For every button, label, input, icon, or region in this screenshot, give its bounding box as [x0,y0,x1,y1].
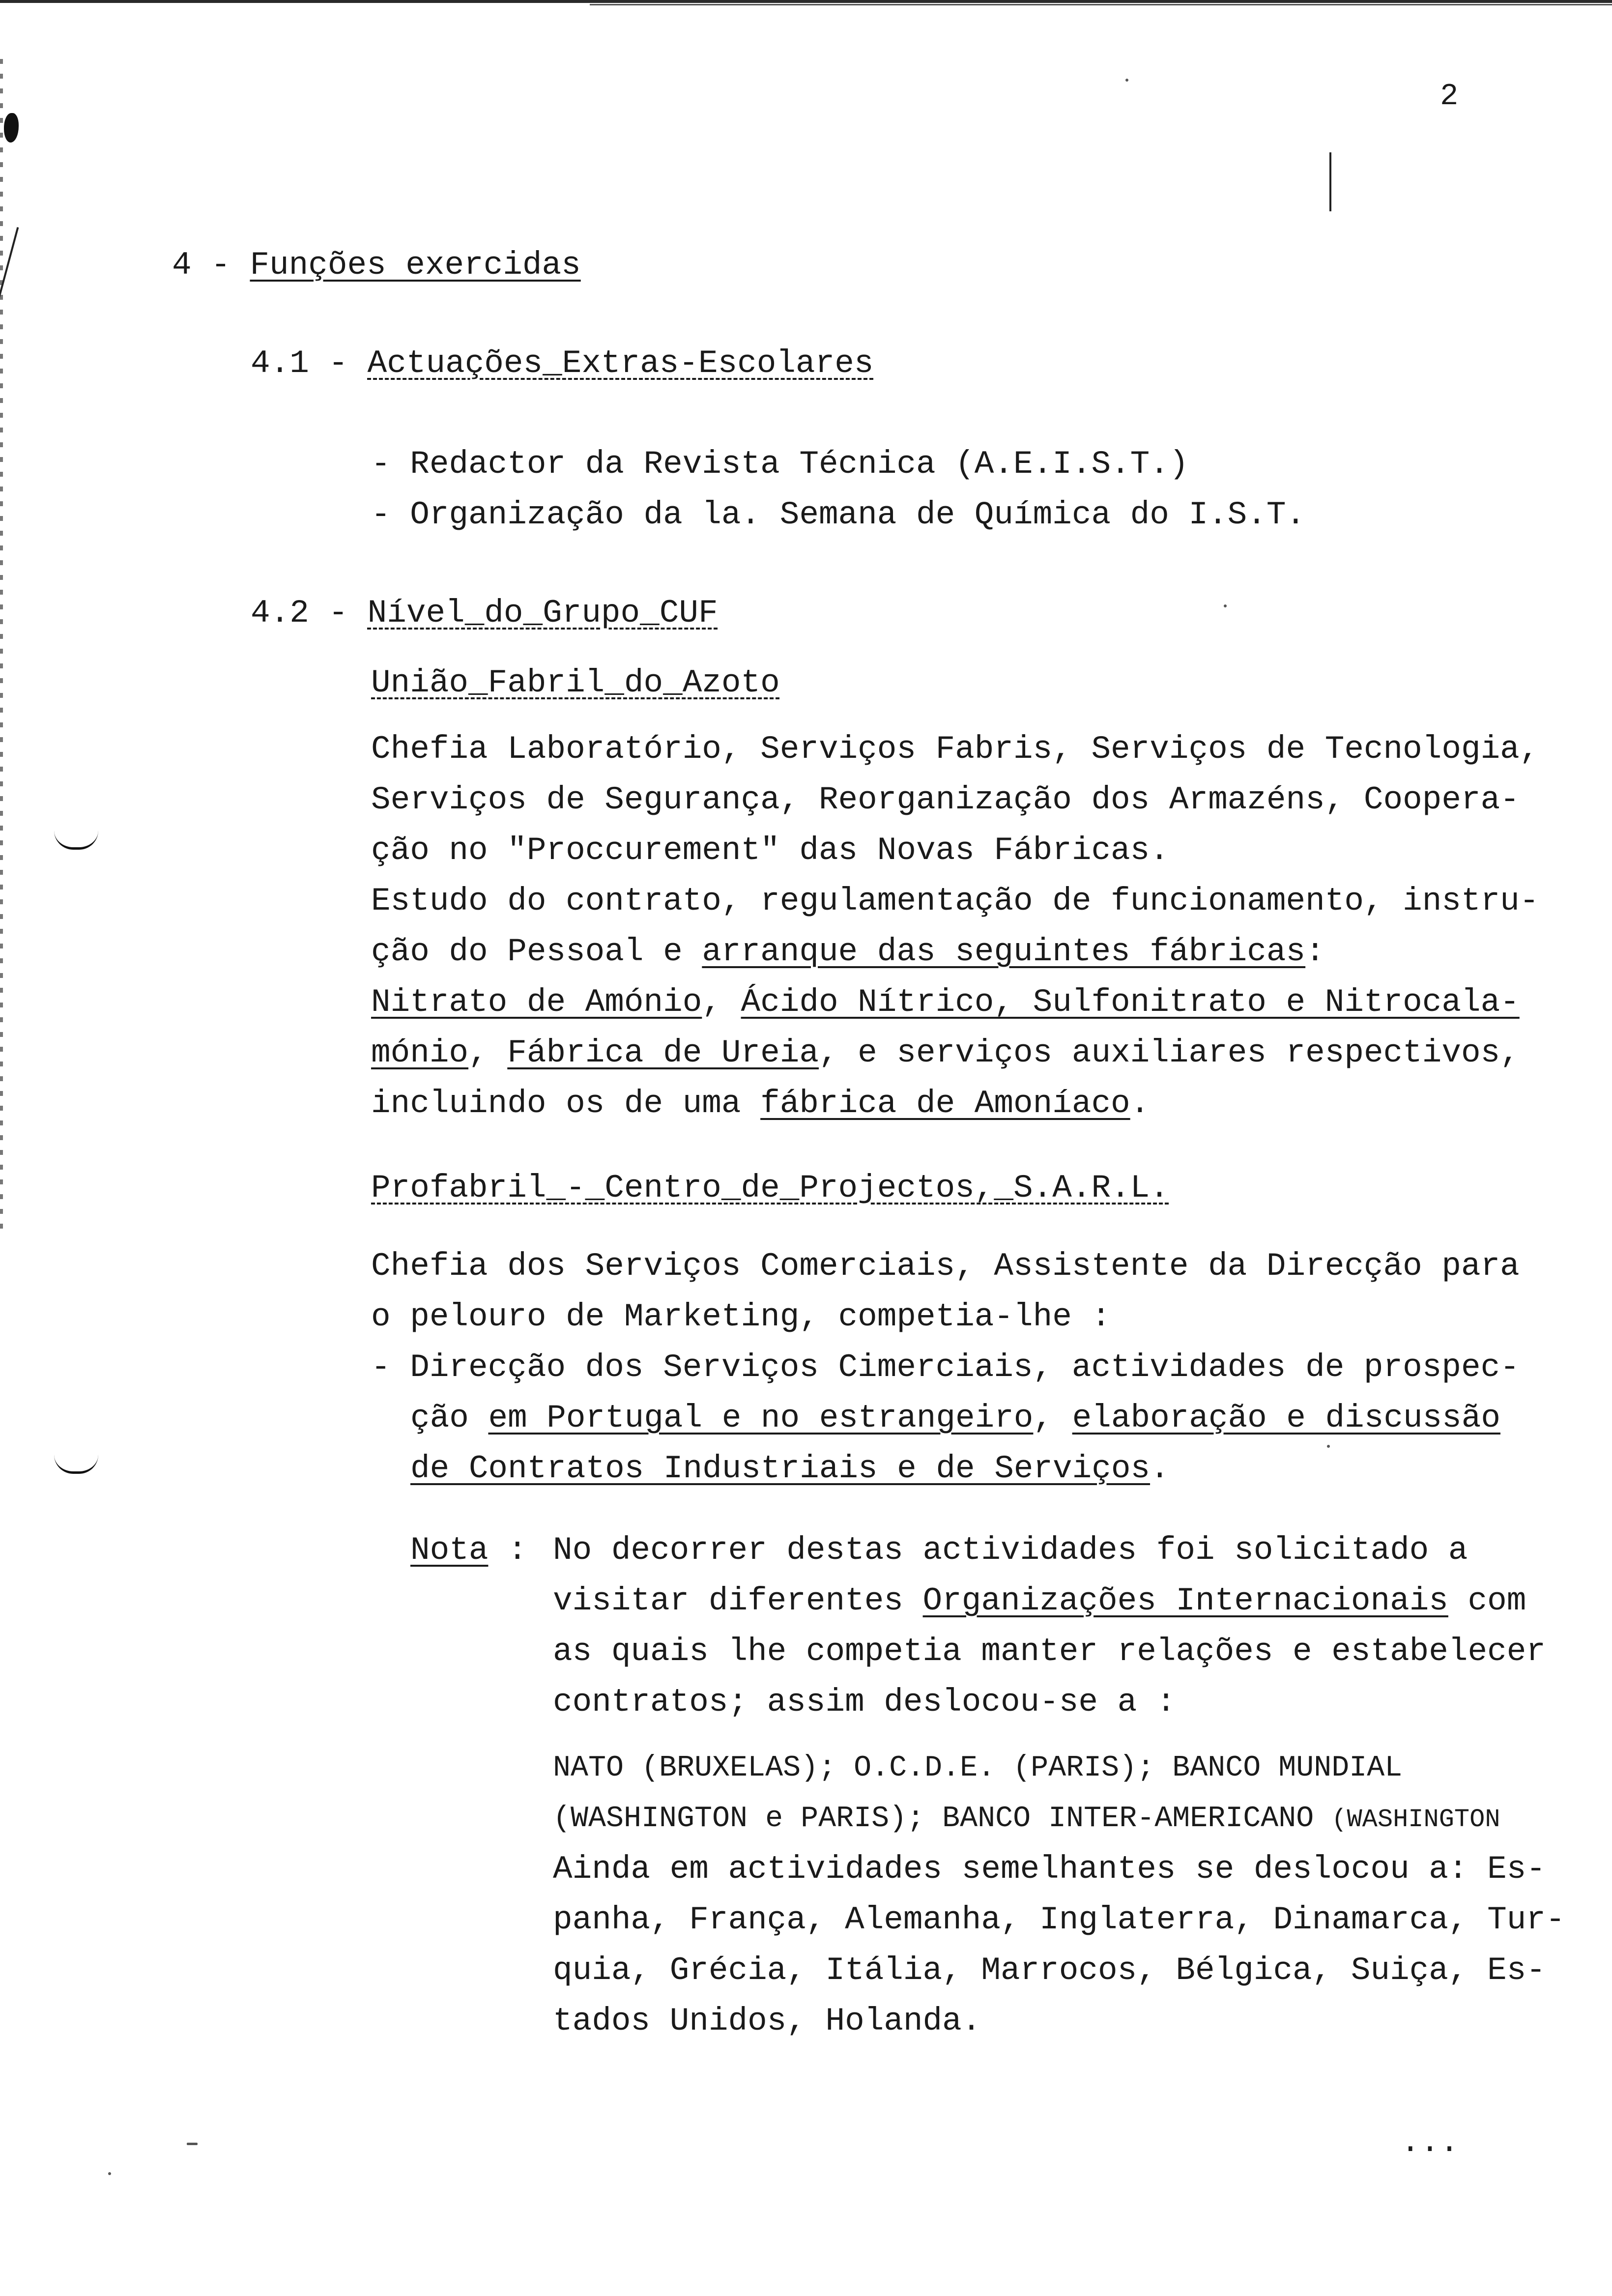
text-line: Ainda em actividades semelhantes se deslocou a: Es- [553,1851,1546,1888]
top-border-line-secondary [590,4,1612,5]
text-line: Chefia dos Serviços Comerciais, Assistente da Direcção para [371,1248,1520,1285]
text-line [410,1394,1500,1443]
text-run: , [702,984,741,1021]
section-4-number: 4 - [172,247,230,284]
text-run-underlined: Fábrica de Ureia [507,1034,819,1071]
text-line: contratos; assim deslocou-se a : [553,1684,1176,1721]
text-line: panha, França, Alemanha, Inglaterra, Dinamarca, Tur- [553,1901,1565,1938]
text-run: , [468,1034,508,1071]
punch-hole-mark [54,1455,98,1474]
text-line [410,1444,1170,1493]
text-run: . [1150,1450,1170,1487]
text-line: Serviços de Segurança, Reorganização dos Armazéns, Coopera- [371,781,1520,818]
profabril-heading [371,1164,1169,1213]
uniao-heading-text: União_Fabril_do_Azoto [371,664,780,701]
section-4-2-number: 4.2 - [251,595,348,631]
text-line: Estudo do contrato, regulamentação de funcionamento, instru- [371,883,1539,919]
text-line [553,1794,1500,1844]
text-run: , e serviços auxiliares respectivos, [818,1034,1520,1071]
section-4-title: Funções exercidas [250,247,581,284]
text-run-underlined: Nitrato de Amónio [371,984,702,1021]
nota-separator: : [508,1532,527,1569]
text-run-underlined: mónio [371,1034,469,1071]
nota-label-line [410,1526,527,1575]
text-line: quia, Grécia, Itália, Marrocos, Bélgica, Suiça, Es- [553,1952,1546,1989]
text-run-underlined: fábrica de Amoníaco [760,1085,1130,1122]
section-4-1-title: Actuações_Extras-Escolares [367,345,874,382]
text-line: ção no "Proccurement" das Novas Fábricas. [371,832,1169,869]
text-run-underlined: Organizações Internacionais [922,1582,1448,1619]
text-run: ção [410,1400,489,1436]
text-run-underlined: Ácido Nítrico, Sulfonitrato e Nitrocala- [741,984,1520,1021]
binder-edge-marks [0,59,3,1229]
text-line [371,1029,1520,1078]
text-run: incluindo os de uma [371,1085,761,1122]
section-4-2-title: Nível_do_Grupo_CUF [367,595,718,631]
profabril-heading-text: Profabril_-_Centro_de_Projectos,_S.A.R.L. [371,1170,1169,1206]
text-run-underlined: de Contratos Industriais e de Serviços [410,1450,1151,1487]
list-item: - Organização da la. Semana de Química do I.S.T. [371,496,1306,533]
text-run: visitar diferentes [553,1582,923,1619]
speck [1224,604,1227,607]
section-4-2-heading [251,589,718,638]
text-line: as quais lhe competia manter relações e estabelecer [553,1633,1546,1670]
speck [108,2172,111,2175]
text-run: : [1305,933,1325,970]
text-line: - Direcção dos Serviços Cimerciais, actividades de prospec- [371,1349,1520,1386]
list-item: - Redactor da Revista Técnica (A.E.I.S.T.) [371,446,1189,483]
text-run: , [1033,1400,1072,1436]
continuation-mark: ... [1401,2124,1459,2161]
text-line: tados Unidos, Holanda. [553,2003,981,2039]
page-number: 2 [1440,79,1459,114]
margin-bar-mark [1329,152,1331,211]
speck [187,2143,198,2145]
ink-blot [4,113,19,143]
nota-label: Nota [410,1532,489,1569]
text-run: (WASHINGTON [1331,1805,1500,1834]
section-4-1-heading [251,339,873,388]
text-line: Chefia Laboratório, Serviços Fabris, Serviços de Tecnologia, [371,731,1539,768]
text-line: No decorrer destas actividades foi solicitado a [553,1532,1468,1569]
section-4-heading [172,241,581,290]
text-run-underlined: elaboração e discussão [1072,1400,1500,1436]
text-run-underlined: arranque das seguintes fábricas [702,933,1306,970]
text-run-underlined: em Portugal e no estrangeiro [488,1400,1034,1436]
text-run: ção do Pessoal e [371,933,702,970]
text-run: . [1130,1085,1150,1122]
text-run: com [1448,1582,1526,1619]
text-run: (WASHINGTON e PARIS); BANCO INTER-AMERICANO [553,1802,1332,1836]
uniao-heading [371,659,780,708]
top-border-line [0,0,1612,3]
punch-hole-mark [54,831,98,850]
text-line [371,978,1520,1027]
text-line [553,1577,1526,1626]
speck [1125,79,1128,82]
speck [1327,1445,1330,1448]
section-4-1-number: 4.1 - [251,345,348,382]
text-line [371,1079,1150,1128]
text-line: o pelouro de Marketing, competia-lhe : [371,1298,1111,1335]
text-line [371,927,1325,976]
text-line: NATO (BRUXELAS); O.C.D.E. (PARIS); BANCO MUNDIAL [553,1751,1403,1785]
